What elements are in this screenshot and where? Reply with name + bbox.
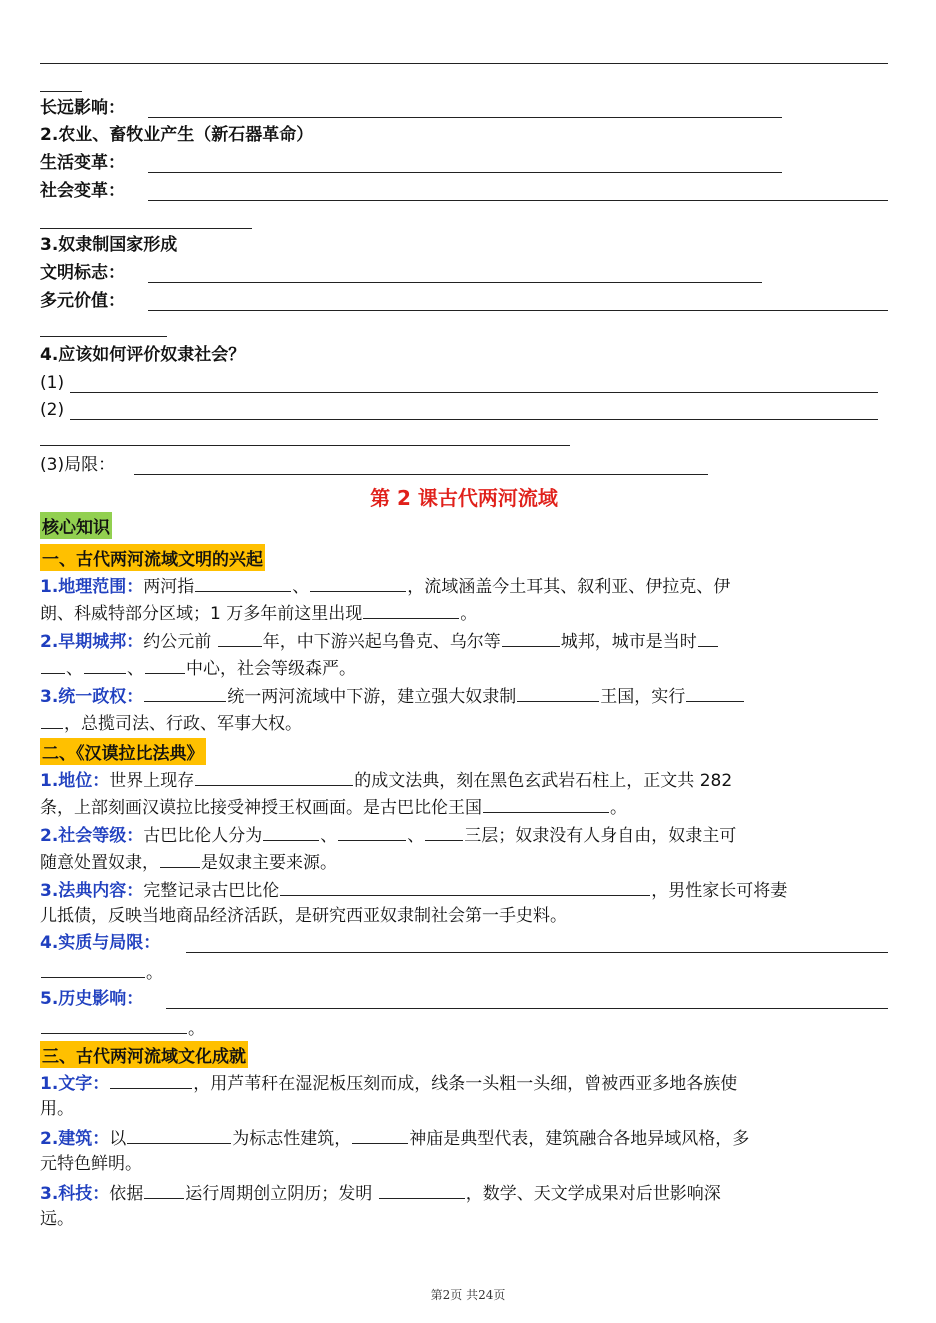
answer-line: [40, 336, 167, 337]
sec1-city-label: 2.早期城邦：: [40, 632, 144, 652]
fill-blank[interactable]: [41, 960, 145, 978]
social-change-label: 社会变革：: [40, 181, 125, 201]
fill-blank[interactable]: [363, 601, 459, 619]
answer-line: [148, 117, 782, 118]
answer-line: [40, 228, 252, 229]
sec2-status-line-1: 1.地位：世界上现存 的成文法典，刻在黑色玄武岩石柱上，正文共 282: [40, 768, 732, 792]
fill-blank[interactable]: [110, 1071, 192, 1089]
sec2-essence-line-2: 。: [40, 960, 163, 984]
item-3-heading: 3.奴隶制国家形成: [40, 235, 178, 255]
civ-sign-label: 文明标志：: [40, 263, 125, 283]
fill-blank[interactable]: [195, 768, 353, 786]
sec3-arch-line-1: 2.建筑：以 为标志性建筑， 神庙是典型代表，建筑融合各地异域风格，多: [40, 1126, 749, 1150]
fill-blank[interactable]: [338, 823, 406, 841]
fill-blank[interactable]: [41, 656, 65, 674]
multi-value-label: 多元价值：: [40, 291, 125, 311]
fill-blank[interactable]: [686, 684, 744, 702]
sec3-tech-line-2: 远。: [40, 1209, 74, 1229]
fill-blank[interactable]: [218, 629, 262, 647]
point-2-label: (2): [40, 400, 65, 420]
sec1-city-line-1: 2.早期城邦：约公元前 年，中下游兴起乌鲁克、乌尔等 城邦，城市是当时: [40, 629, 719, 653]
fill-blank[interactable]: [263, 823, 319, 841]
sec2-content-label: 3.法典内容：: [40, 881, 144, 901]
sec1-geo-label: 1.地理范围：: [40, 577, 144, 597]
answer-line: [148, 200, 888, 201]
answer-line: [134, 474, 708, 475]
sec2-status-line-2: 条，上部刻画汉谟拉比接受神授王权画面。是古巴比伦王国 。: [40, 795, 627, 819]
sec2-class-line-2: 随意处置奴隶， 是奴隶主要来源。: [40, 850, 337, 874]
fill-blank[interactable]: [127, 1126, 231, 1144]
fill-blank[interactable]: [41, 711, 63, 729]
fill-blank[interactable]: [698, 629, 718, 647]
answer-line: [40, 91, 82, 92]
sec2-class-label: 2.社会等级：: [40, 826, 144, 846]
life-change-label: 生活变革：: [40, 153, 125, 173]
point-3-label: (3)局限：: [40, 455, 116, 475]
page-footer: 第2页 共24页: [430, 1288, 506, 1302]
sec1-unify-label: 3.统一政权：: [40, 687, 144, 707]
sec3-script-line-2: 用。: [40, 1099, 74, 1119]
section-2-heading: 二、《汉谟拉比法典》: [40, 738, 206, 765]
answer-line: [166, 1008, 888, 1009]
fill-blank[interactable]: [425, 823, 463, 841]
core-knowledge-tag: 核心知识: [40, 512, 112, 539]
answer-line: [40, 63, 888, 64]
fill-blank[interactable]: [502, 629, 560, 647]
sec1-unify-line-1: 3.统一政权： 统一两河流域中下游，建立强大奴隶制 王国，实行: [40, 684, 745, 708]
sec1-city-line-2: 、 、 中心，社会等级森严。: [40, 656, 356, 680]
point-1-label: (1): [40, 373, 65, 393]
fill-blank[interactable]: [483, 795, 609, 813]
answer-line: [186, 952, 888, 953]
fill-blank[interactable]: [280, 878, 650, 896]
lesson-title: 第 2 课古代两河流域: [370, 486, 558, 510]
fill-blank[interactable]: [160, 850, 200, 868]
sec1-unify-line-2: ，总揽司法、行政、军事大权。: [40, 711, 302, 735]
sec3-arch-label: 2.建筑：: [40, 1129, 110, 1149]
fill-blank[interactable]: [352, 1126, 408, 1144]
answer-line: [70, 392, 878, 393]
section-1-heading: 一、古代两河流域文明的兴起: [40, 544, 265, 571]
section-3-heading: 三、古代两河流域文化成就: [40, 1041, 248, 1068]
sec3-script-line-1: 1.文字： ，用芦苇秆在湿泥板压刻而成，线条一头粗一头细，曾被西亚多地各族使: [40, 1071, 737, 1095]
fill-blank[interactable]: [144, 684, 226, 702]
sec2-impact-line: [40, 988, 143, 1010]
fill-blank[interactable]: [310, 574, 406, 592]
fill-blank[interactable]: [41, 1016, 187, 1034]
sec2-content-line-2: 儿抵债，反映当地商品经济活跃，是研究西亚奴隶制社会第一手史料。: [40, 906, 567, 926]
long-impact-label: 长远影响：: [40, 98, 125, 118]
fill-blank[interactable]: [144, 1181, 184, 1199]
fill-blank[interactable]: [195, 574, 291, 592]
sec2-essence-label: 4.实质与局限：: [40, 933, 161, 953]
sec1-geo-line-1: 1.地理范围：两河指 、 ，流域涵盖今土耳其、叙利亚、伊拉克、伊: [40, 574, 730, 598]
sec2-essence-line: [40, 932, 160, 954]
item-4-heading: 4.应该如何评价奴隶社会？: [40, 345, 246, 365]
sec3-arch-line-2: 元特色鲜明。: [40, 1154, 142, 1174]
answer-line: [40, 445, 570, 446]
sec3-tech-label: 3.科技：: [40, 1184, 110, 1204]
answer-line: [148, 310, 888, 311]
sec2-impact-label: 5.历史影响：: [40, 989, 144, 1009]
fill-blank[interactable]: [517, 684, 599, 702]
sec2-class-line-1: 2.社会等级：古巴比伦人分为 、 、 三层；奴隶没有人身自由，奴隶主可: [40, 823, 736, 847]
sec2-content-line-1: 3.法典内容：完整记录古巴比伦 ，男性家长可将妻: [40, 878, 787, 902]
answer-line: [70, 419, 878, 420]
sec3-script-label: 1.文字：: [40, 1074, 110, 1094]
answer-line: [148, 282, 762, 283]
sec2-impact-line-2: 。: [40, 1016, 205, 1040]
sec2-status-label: 1.地位：: [40, 771, 110, 791]
fill-blank[interactable]: [84, 656, 126, 674]
item-2-heading: 2.农业、畜牧业产生（新石器革命）: [40, 125, 314, 145]
fill-blank[interactable]: [379, 1181, 465, 1199]
sec1-geo-line-2: 朗、科威特部分区域；1 万多年前这里出现 。: [40, 601, 477, 625]
answer-line: [148, 172, 782, 173]
fill-blank[interactable]: [145, 656, 185, 674]
sec3-tech-line-1: 3.科技：依据 运行周期创立阴历；发明 ，数学、天文学成果对后世影响深: [40, 1181, 721, 1205]
